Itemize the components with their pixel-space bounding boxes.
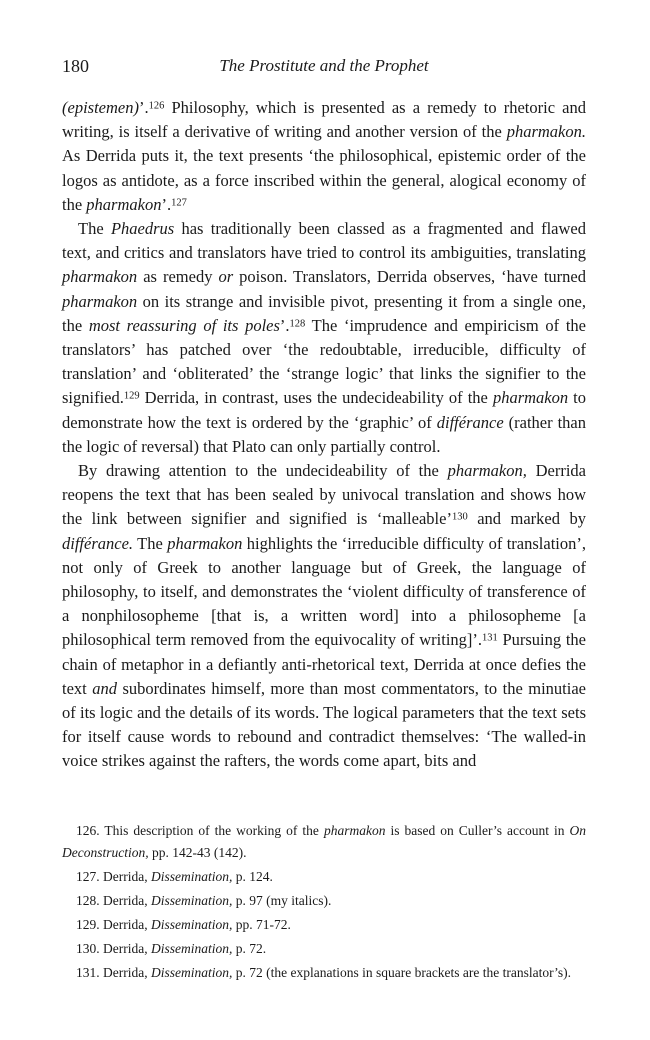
text-span: poison. Translators, Derrida observes, ‘have turned (233, 267, 586, 287)
text-span: Derrida, (99, 965, 151, 980)
text-span: pp. 142-43 (142). (148, 845, 247, 860)
paragraph-2 (62, 217, 586, 459)
italic-term: (epistemen) (62, 98, 139, 117)
footnote-130 (62, 938, 586, 960)
text-span: on its strange and invisible pivot, presenting it from a single one, the (62, 291, 586, 335)
text-span: p. 97 (my italics). (232, 893, 332, 908)
italic-term: pharmakon (492, 388, 569, 408)
footnote-number: 127. (76, 869, 100, 884)
text-span: p. 72 (the explanations in square brackets are the translator’s). (232, 965, 572, 980)
italic-term: pharmakon (86, 194, 162, 214)
footnote-number: 129. (76, 917, 100, 932)
text-span: and marked by (467, 509, 586, 529)
text-span: has traditionally been classed as a fragmented and flawed text, and critics and translators have tried to control its ambiguities, translating (62, 219, 586, 263)
italic-term: pharmakon (62, 291, 138, 311)
page-number: 180 (62, 56, 89, 76)
italic-term: Dissemination, (150, 893, 233, 908)
footnote-128 (62, 890, 586, 912)
text-span: (rather than the logic of reversal) that Plato can only partially control. (62, 412, 586, 456)
text-span: Derrida, (99, 917, 151, 932)
italic-term: pharmakon. (506, 122, 586, 142)
footnotes (62, 820, 586, 986)
italic-term: or (218, 267, 234, 287)
italic-term: différance (436, 412, 504, 432)
running-title: The Prostitute and the Prophet (219, 56, 429, 75)
footnote-ref[interactable]: 129 (123, 390, 140, 402)
italic-term: Phaedrus (110, 219, 175, 239)
text-span: Derrida, (99, 869, 151, 884)
text-span: p. 72. (232, 941, 267, 956)
italic-term: most reassuring of its poles (88, 315, 280, 335)
text-span: The (133, 533, 168, 553)
text-span: As Derrida puts it, the text presents ‘the philosophical, epistemic order of the logos as antidote, as a force inscribed within the general, alogical economy of the (62, 146, 586, 214)
italic-term: and (92, 678, 117, 698)
footnote-ref[interactable]: 128 (289, 318, 306, 330)
footnote-number: 131. (76, 965, 100, 980)
footnote-ref[interactable]: 130 (451, 511, 468, 523)
text-span: ’. (279, 315, 290, 335)
text-span: The (78, 219, 111, 239)
text-span: is based on Culler’s account in (385, 823, 570, 838)
footnote-126 (62, 820, 586, 864)
italic-term: pharmakon (62, 267, 138, 287)
page-header (62, 56, 586, 82)
italic-term: pharmakon (167, 533, 243, 553)
italic-term: différance. (62, 533, 134, 553)
footnote-127 (62, 866, 586, 888)
text-span: Pursuing the chain of metaphor in a defiantly anti-rhetorical text, Derrida at once defies the text (62, 630, 586, 698)
footnote-ref[interactable]: 127 (171, 197, 187, 209)
italic-term: Dissemination, (150, 941, 233, 956)
text-span: highlights the ‘irreducible difficulty of translation’, not only of Greek to another language but of Greek, the language of philosophy, to itself, and demonstrates the ‘violent difficulty of transference of a nonphilosopheme [that is, a written word] into a philosopheme [a philosophical term removed from the equivocality of writing]’. (62, 533, 586, 650)
text-span: The ‘imprudence and empiricism of the translators’ has patched over ‘the redoubtable, irreducible, difficulty of translation’ and ‘obliterated’ the ‘strange logic’ that links the signifier to the signified. (62, 315, 586, 408)
text-span: ’. (138, 98, 149, 117)
text-span: Derrida, (99, 893, 151, 908)
paragraph-1 (62, 96, 586, 217)
text-span: to demonstrate how the text is ordered by the ‘graphic’ of (62, 388, 586, 432)
text-span: ’. (161, 194, 172, 214)
italic-term: Dissemination, (150, 965, 233, 980)
italic-term: Dissemination, (150, 917, 233, 932)
text-span: subordinates himself, more than most commentators, to the minutiae of its logic and the details of its words. The logical parameters that the text sets for itself cause words to rebound and contradict themselves: ‘The walled-in voice strikes against the rafters, the words come apart, bits and (62, 678, 586, 771)
footnote-ref[interactable]: 131 (482, 632, 498, 644)
text-span: By drawing attention to the undecideability of the (78, 461, 448, 481)
text-span: p. 124. (232, 869, 273, 884)
text-span: Derrida, (99, 941, 151, 956)
italic-term: On Deconstruction, (62, 823, 587, 860)
text-span: Derrida, in contrast, uses the undecideability of the (139, 388, 493, 408)
footnote-number: 128. (76, 893, 100, 908)
italic-term: Dissemination, (150, 869, 233, 884)
footnote-ref[interactable]: 126 (148, 100, 165, 112)
paragraph-3 (62, 459, 586, 774)
text-span: Derrida reopens the text that has been sealed by univocal translation and shows how the link between signifier and signified is ‘malleable’ (62, 461, 586, 529)
text-span: pp. 71-72. (232, 917, 291, 932)
text-span: Philosophy, which is presented as a remedy to rhetoric and writing, is itself a derivative of writing and another version of the (62, 98, 586, 142)
text-span: as remedy (137, 267, 219, 287)
footnote-131 (62, 962, 586, 984)
text-span: This description of the working of the (99, 823, 324, 838)
footnote-129 (62, 914, 586, 936)
footnote-number: 126. (76, 823, 100, 838)
footnote-number: 130. (76, 941, 100, 956)
italic-term: pharmakon, (447, 461, 527, 481)
body-text (62, 96, 586, 774)
italic-term: pharmakon (323, 823, 386, 838)
